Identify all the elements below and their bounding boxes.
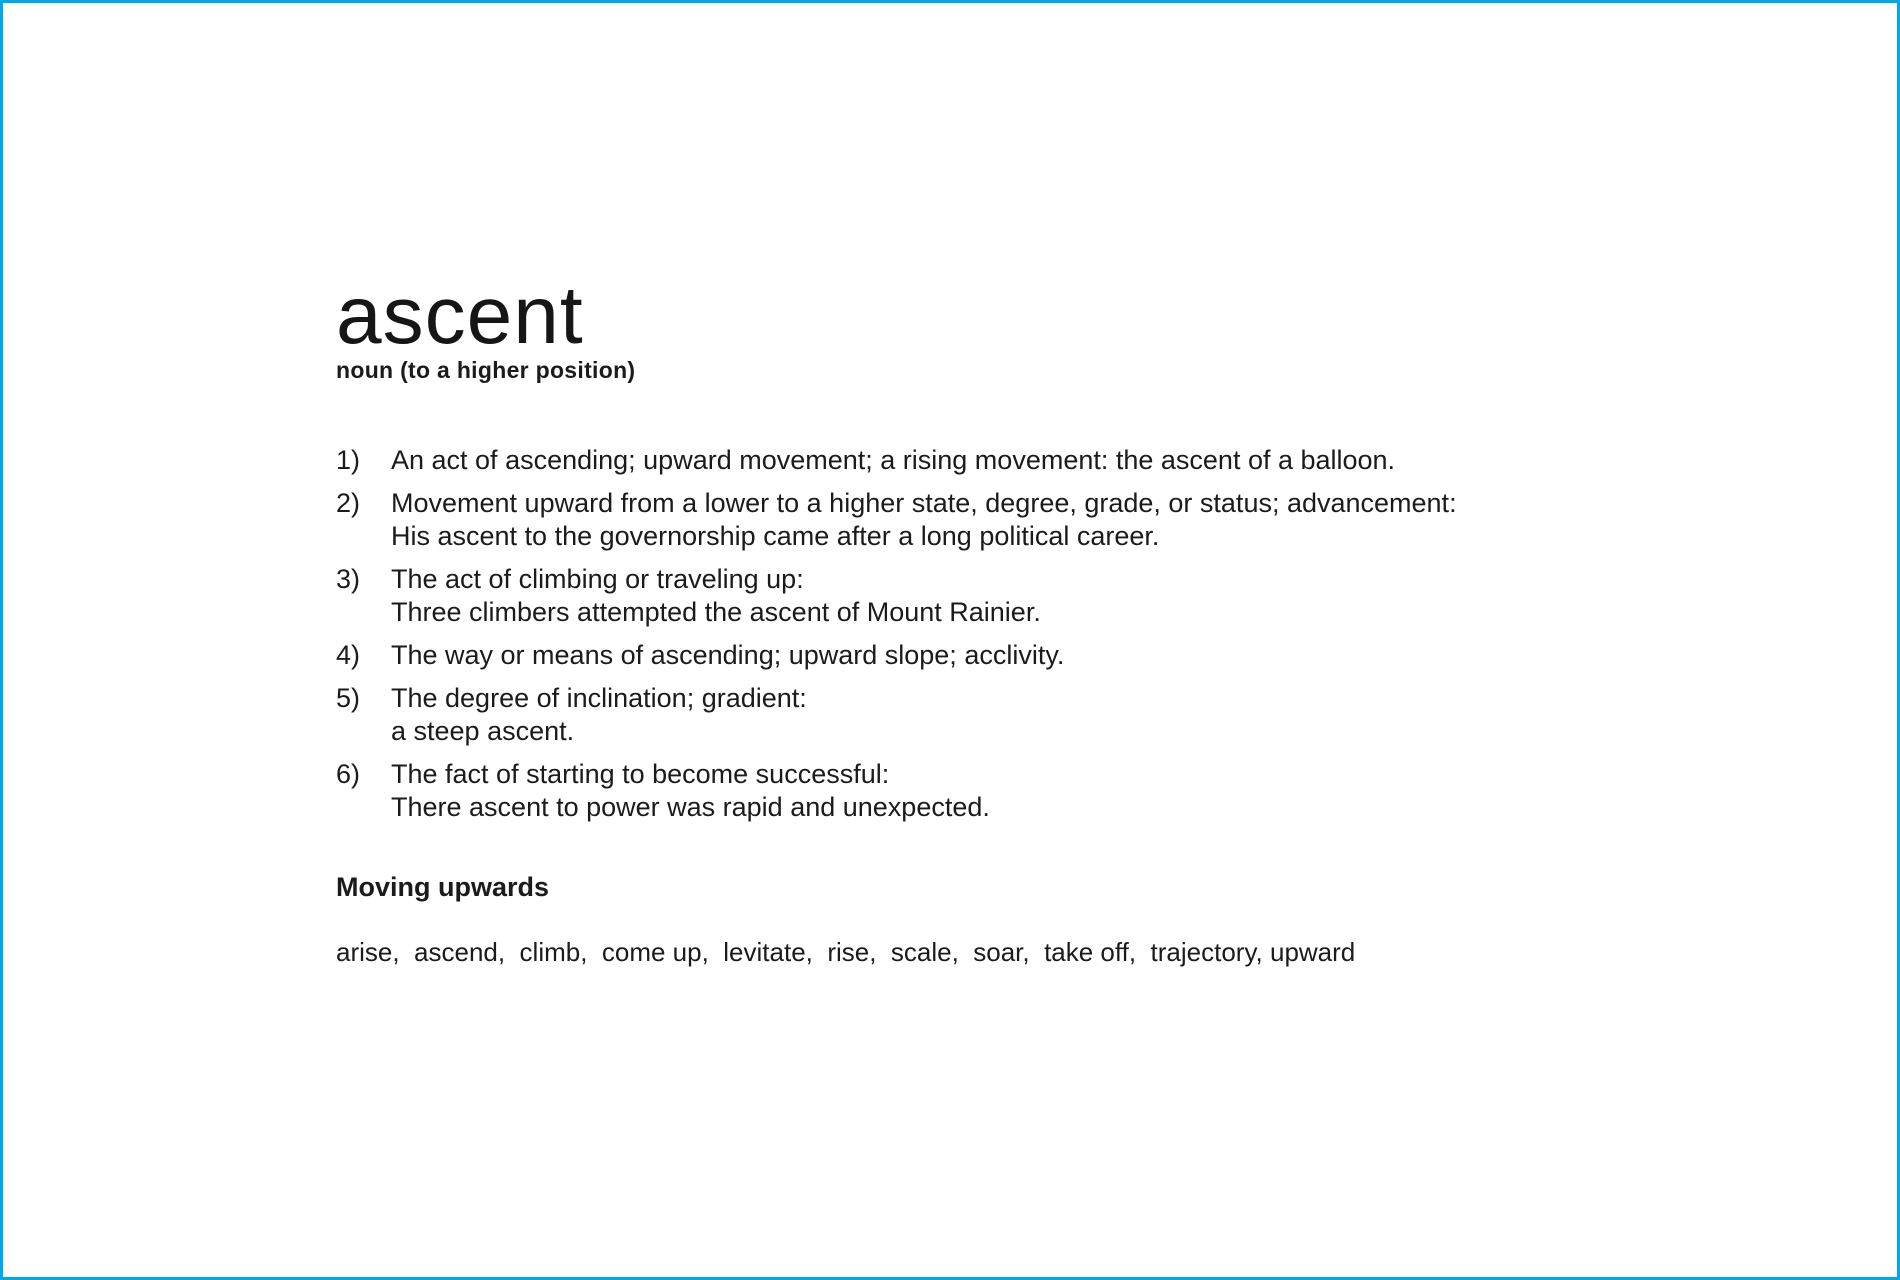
dictionary-entry bbox=[336, 3, 1626, 968]
definition-number: 6) bbox=[336, 759, 361, 789]
definition-text bbox=[391, 563, 1626, 629]
definition-text bbox=[391, 444, 1626, 477]
definition-text bbox=[391, 758, 1626, 824]
definition-number: 2) bbox=[336, 488, 361, 518]
definition-line: The act of climbing or traveling up: bbox=[391, 564, 804, 594]
definition-number: 4) bbox=[336, 640, 361, 670]
definition-line: The way or means of ascending; upward slope; acclivity. bbox=[391, 640, 1065, 670]
synonyms-section-title: Moving upwards bbox=[336, 872, 550, 902]
definition-number: 3) bbox=[336, 564, 361, 594]
definition-item bbox=[336, 563, 1626, 629]
definition-line: Movement upward from a lower to a higher state, degree, grade, or status; advancement: bbox=[391, 488, 1457, 518]
definition-line: There ascent to power was rapid and unexpected. bbox=[391, 792, 990, 822]
definition-number: 5) bbox=[336, 683, 361, 713]
definition-item bbox=[336, 487, 1626, 553]
definition-text bbox=[391, 639, 1626, 672]
synonyms-line: arise, ascend, climb, come up, levitate, rise, scale, soar, take off, trajectory, upward bbox=[336, 937, 1356, 968]
definitions-list bbox=[336, 444, 1626, 824]
definition-line: a steep ascent. bbox=[391, 716, 575, 746]
definition-line: The degree of inclination; gradient: bbox=[391, 683, 807, 713]
definition-item bbox=[336, 444, 1626, 477]
definition-item bbox=[336, 639, 1626, 672]
definition-item bbox=[336, 682, 1626, 748]
definition-text bbox=[391, 682, 1626, 748]
definition-line: An act of ascending; upward movement; a rising movement: the ascent of a balloon. bbox=[391, 445, 1396, 475]
part-of-speech: noun (to a higher position) bbox=[336, 357, 636, 383]
definition-line: Three climbers attempted the ascent of Mount Rainier. bbox=[391, 597, 1041, 627]
definition-number: 1) bbox=[336, 445, 361, 475]
definition-line: His ascent to the governorship came after a long political career. bbox=[391, 521, 1160, 551]
definition-line: The fact of starting to become successful: bbox=[391, 759, 890, 789]
definition-item bbox=[336, 758, 1626, 824]
definition-text bbox=[391, 487, 1626, 553]
headword: ascent bbox=[336, 270, 584, 361]
